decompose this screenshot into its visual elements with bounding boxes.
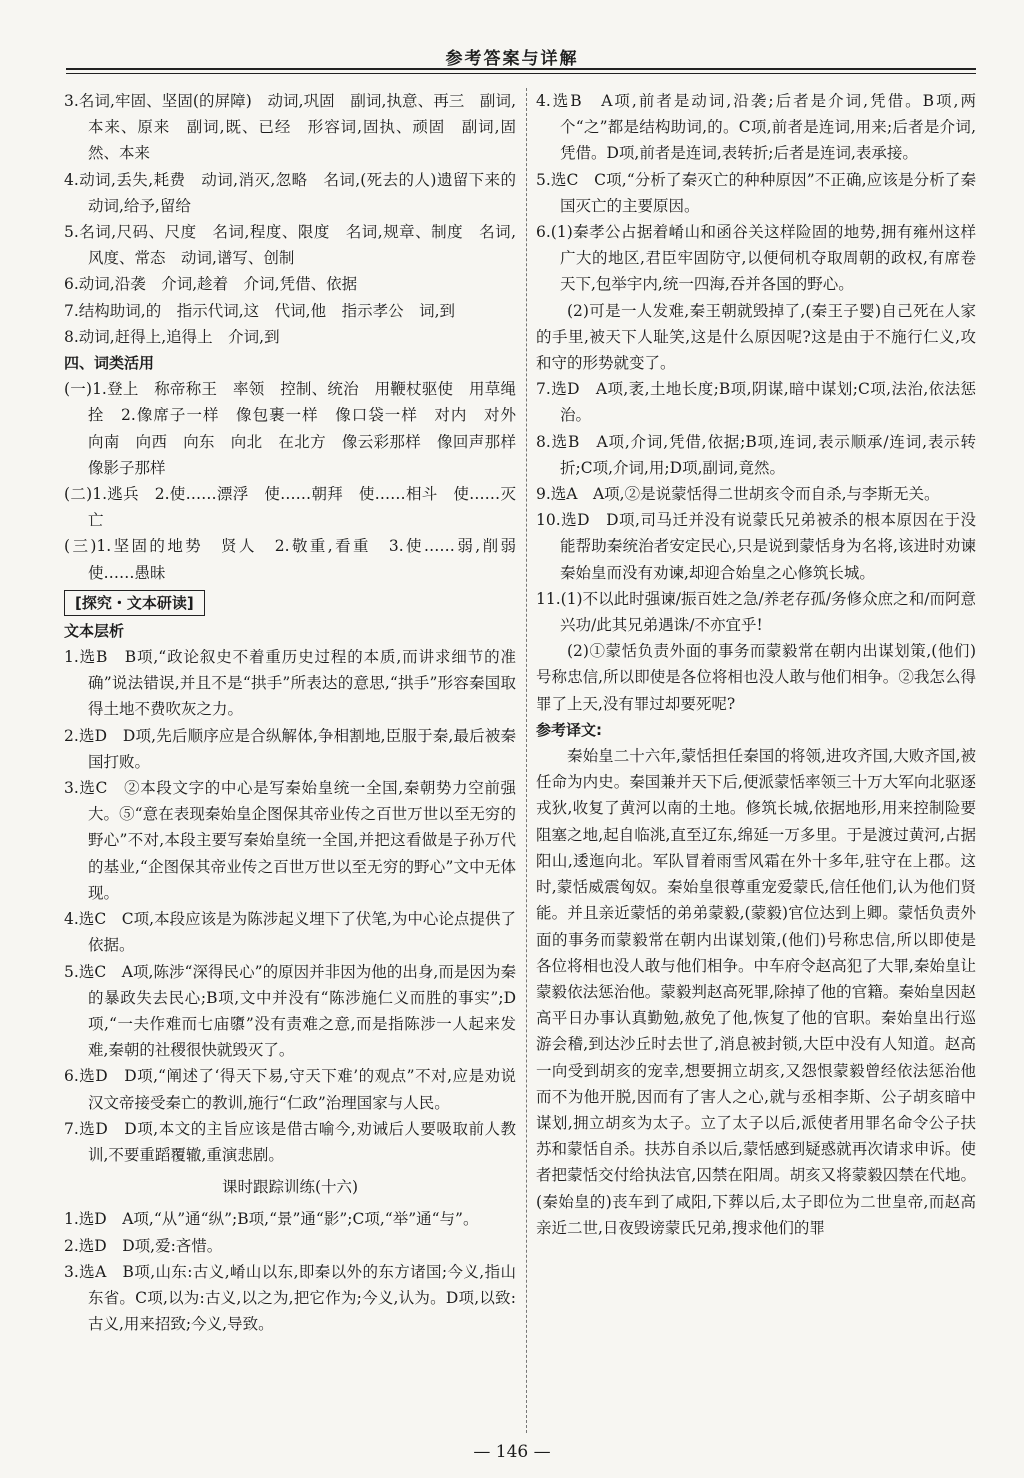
answer-paragraph: 秦始皇二十六年,蒙恬担任秦国的将领,进攻齐国,大败齐国,被任命为内史。秦国兼并天下后,便派蒙恬率领三十万大军向北驱逐戎狄,收复了黄河以南的土地。修筑长城,依据地形,用来控制险要阻塞之地,起自临洮,直至辽东,绵延一万多里。于是渡过黄河,占据阳山,逶迤向北。军队冒着雨雪风霜在外十多年,驻守在上郡。这时,蒙恬威震匈奴。秦始皇很尊重宠爱蒙氏,信任他们,认为他们贤能。并且亲近蒙恬的弟弟蒙毅,(蒙毅)官位达到上卿。蒙恬负责外面的事务而蒙毅常在朝内出谋划策,(他们)号称忠信,所以即使是各位将相也没人敢与他们相争。中车府令赵高犯了大罪,秦始皇让蒙毅依法惩治他。蒙毅判赵高死罪,除掉了他的官籍。秦始皇因赵高平日办事认真勤勉,赦免了他,恢复了他的官职。秦始皇出行巡游会稽,到达沙丘时去世了,消息被封锁,大臣中没有人知道。赵高一向受到胡亥的宠幸,想要拥立胡亥,又怨恨蒙毅曾经依法惩治他而不为他开脱,因而有了害人之心,就与丞相李斯、公子胡亥暗中谋划,拥立胡亥为太子。立了太子以后,派使者用罪名命令公子扶苏和蒙恬自杀。扶苏自杀以后,蒙恬感到疑惑就再次请求申诉。使者把蒙恬交付给执法官,囚禁在阳周。胡亥又将蒙毅囚禁在代地。(秦始皇的)丧车到了咸阳,下葬以后,太子即位为二世皇帝,而赵高亲近二世,日夜毁谤蒙氏兄弟,搜求他们的罪 [536,747,976,1237]
answer-paragraph: 3.名词,牢固、坚固(的屏障) 动词,巩固 副词,执意、再三 副词,本来、原来 副词,既、已经 形容词,固执、顽固 副词,固然、本来 [64,92,516,163]
answer-paragraph: 7.选D A项,袤,土地长度;B项,阴谋,暗中谋划;C项,法治,依法惩治。 [536,380,976,425]
answer-paragraph: 6.动词,沿袭 介词,趁着 介词,凭借、依据 [64,275,358,294]
answer-paragraph: 7.选D D项,本文的主旨应该是借古喻今,劝诫后人要吸取前人教训,不要重蹈覆辙,重演悲剧。 [64,1119,516,1164]
answer-paragraph: 5.选C A项,陈涉“深得民心”的原因并非因为他的出身,而是因为秦的暴政失去民心;B项,文中并没有“陈涉施仁义而胜的事实”;D项,“一夫作难而七庙隳”没有责难之意,而是指陈涉一人起来发难,秦朝的社稷很快就毁灭了。 [64,962,516,1060]
answer-paragraph: 11.(1)不以此时强谏/振百姓之急/养老存孤/务修众庶之和/而阿意兴功/此其兄弟遇诛/不亦宜乎! [536,589,976,635]
column-divider [526,88,527,1433]
answer-paragraph: (2)①蒙恬负责外面的事务而蒙毅常在朝内出谋划策,(他们)号称忠信,所以即使是各位将相也没人敢与他们相争。②我怎么得罪了上天,没有罪过却要死呢? [536,642,976,713]
header-rule [66,68,976,70]
answer-paragraph: 1.选B B项,“政论叙史不着重历史过程的本质,而讲求细节的准确”说法错误,并且不是“拱手”所表达的意思,“拱手”形容秦国取得土地不费吹灰之力。 [64,648,516,719]
section-heading: 文本层析 [64,621,125,640]
answer-paragraph: 3.选A B项,山东:古义,崤山以东,即秦以外的东方诸国;今义,指山东省。C项,以为:古义,以之为,把它作为;今义,认为。D项,以致:古义,用来招致;今义,导致。 [64,1262,516,1334]
answer-paragraph: 8.动词,赶得上,追得上 介词,到 [64,327,280,346]
answer-paragraph: 2.选D D项,先后顺序应是合纵解体,争相割地,臣服于秦,最后被秦国打败。 [64,726,516,771]
answer-paragraph: 9.选A A项,②是说蒙恬得二世胡亥令而自杀,与李斯无关。 [536,485,940,504]
answer-paragraph: 10.选D D项,司马迁并没有说蒙氏兄弟被杀的根本原因在于没能帮助秦统治者安定民心,只是说到蒙恬身为名将,该进时劝谏秦始皇而没有劝谏,却迎合始皇之心修筑长城。 [536,511,976,582]
answer-paragraph: 5.选C C项,“分析了秦灭亡的种种原因”不正确,应该是分析了秦国灭亡的主要原因。 [536,170,976,215]
answer-paragraph: 4.动词,丢失,耗费 动词,消灭,忽略 名词,(死去的人)遗留下来的 动词,给予,留给 [64,170,532,215]
answer-paragraph: 4.选C C项,本段应该是为陈涉起义埋下了伏笔,为中心论点提供了依据。 [64,910,516,955]
answer-paragraph: (二)1.逃兵 2.使……漂浮 使……朝拜 使……相斗 使……灭亡 [64,485,516,530]
answer-paragraph: 3.选C ②本段文字的中心是写秦始皇统一全国,秦朝势力空前强大。⑤“意在表现秦始皇企图保其帝业传之百世万世以至无穷的野心”不对,本段主要写秦始皇统一全国,并把这看做是子孙万代的基业,“企图保其帝业传之百世万世以至无穷的野心”文中无体现。 [64,779,516,902]
answer-paragraph: (2)可是一人发难,秦王朝就毁掉了,(秦王子婴)自己死在人家的手里,被天下人耻笑,这是什么原因呢?这是由于不施行仁义,攻和守的形势就变了。 [536,301,976,373]
answer-paragraph: (一)1.登上 称帝称王 率领 控制、统治 用鞭杖驱使 用草绳拴 2.像席子一样 像包裹一样 像口袋一样 对内 对外 向南 向西 向东 向北 在北方 像云彩那样 像回声那样 像影子那样 [64,380,532,477]
answer-paragraph: 7.结构助词,的 指示代词,这 代词,他 指示孝公 词,到 [64,301,455,320]
header-rule-thin [66,73,976,74]
answer-paragraph: 5.名词,尺码、尺度 名词,程度、限度 名词,规章、制度 名词,风度、常态 动词,谱写、创制 [64,223,516,268]
answer-paragraph: 1.选D A项,“从”通“纵”;B项,“景”通“影”;C项,“举”通“与”。 [64,1210,479,1229]
answer-paragraph: 6.(1)秦孝公占据着崤山和函谷关这样险固的地势,拥有雍州这样广大的地区,君臣牢固防守,以便伺机夺取周朝的政权,有席卷天下,包举宇内,统一四海,吞并各国的野心。 [536,223,976,294]
answer-paragraph: 4.选B A项,前者是动词,沿袭;后者是介词,凭借。B项,两个“之”都是结构助词,的。C项,前者是连词,用来;后者是介词,凭借。D项,前者是连词,表转折;后者是连词,表承接。 [536,92,976,163]
page-number: — 146 — [473,1442,551,1462]
right-column [536,88,976,1241]
section-title: 课时跟踪训练(十六) [221,1178,359,1197]
running-header: 参考答案与详解 [445,49,579,69]
section-heading: 参考译文: [536,720,602,739]
section-heading-box: [探究・文本研读] [64,590,205,616]
answer-paragraph: 2.选D D项,爱:吝惜。 [64,1236,223,1255]
answer-paragraph: 8.选B A项,介词,凭借,依据;B项,连词,表示顺承/连词,表示转折;C项,介词,用;D项,副词,竟然。 [536,432,976,477]
answer-paragraph: (三)1.坚固的地势 贤人 2.敬重,看重 3.使……弱,削弱 使……愚昧 [64,537,532,582]
section-heading-wrapper [64,586,516,618]
answer-paragraph: 6.选D D项,“阐述了‘得天下易,守天下难’的观点”不对,应是劝说汉文帝接受秦亡的教训,施行“仁政”治理国家与人民。 [64,1067,516,1112]
left-column [64,88,532,1337]
section-heading: 四、词类活用 [64,354,155,373]
